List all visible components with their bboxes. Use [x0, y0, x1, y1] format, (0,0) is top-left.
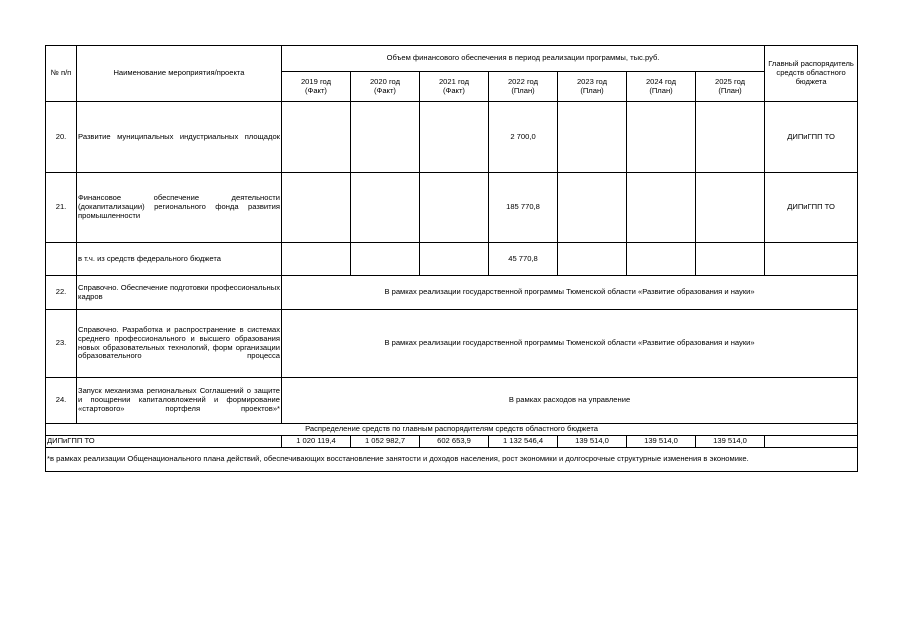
header-num: № п/п: [46, 46, 77, 102]
row-num: 23.: [46, 310, 77, 378]
row-name: Справочно. Обеспечение подготовки профессиональных кадров: [77, 276, 282, 310]
row-merged-note: В рамках реализации государственной программы Тюменской области «Развитие образования и науки»: [282, 310, 858, 378]
row-admin: ДИПиГПП ТО: [765, 173, 858, 243]
row-merged-note: В рамках реализации государственной программы Тюменской области «Развитие образования и науки»: [282, 276, 858, 310]
table-row: [46, 102, 858, 173]
row-value-2022: 45 770,8: [489, 243, 558, 276]
row-num: 22.: [46, 276, 77, 310]
table-row: [46, 243, 858, 276]
total-value-2024: 139 514,0: [627, 436, 696, 448]
table-row: [46, 276, 858, 310]
table-row: [46, 378, 858, 424]
row-value-2022: 2 700,0: [489, 102, 558, 173]
total-value-2021: 602 653,9: [420, 436, 489, 448]
header-volume: Объем финансового обеспечения в период реализации программы, тыс.руб.: [282, 46, 765, 72]
header-row-1: [46, 46, 858, 72]
footnote: *в рамках реализации Общенационального плана действий, обеспечивающих восстановление занятости и доходов населения, рост экономики и долгосрочные структурные изменения в экономике.: [46, 447, 858, 471]
distribution-label: Распределение средств по главным распорядителям средств областного бюджета: [46, 424, 858, 436]
header-year-2024: 2024 год (План): [627, 72, 696, 102]
row-merged-note: В рамках расходов на управление: [282, 378, 858, 424]
header-year-2019: 2019 год (Факт): [282, 72, 351, 102]
table-row: [46, 310, 858, 378]
row-name: Запуск механизма региональных Соглашений о защите и поощрении капиталовложений и формирование «стартового» портфеля проектов»*: [77, 378, 282, 424]
header-year-2020: 2020 год (Факт): [351, 72, 420, 102]
total-row: [46, 436, 858, 448]
table-row: [46, 173, 858, 243]
header-name: Наименование мероприятия/проекта: [77, 46, 282, 102]
header-year-2025: 2025 год (План): [696, 72, 765, 102]
row-name: Развитие муниципальных индустриальных площадок: [77, 102, 282, 173]
budget-table: [45, 45, 858, 472]
total-value-2020: 1 052 982,7: [351, 436, 420, 448]
row-value-2022: 185 770,8: [489, 173, 558, 243]
distribution-row: [46, 424, 858, 436]
row-num: 21.: [46, 173, 77, 243]
row-name: Финансовое обеспечение деятельности (докапитализации) регионального фонда развития промышленности: [77, 173, 282, 243]
footnote-row: [46, 447, 858, 471]
row-name: в т.ч. из средств федерального бюджета: [77, 243, 282, 276]
total-value-2019: 1 020 119,4: [282, 436, 351, 448]
header-year-2023: 2023 год (План): [558, 72, 627, 102]
header-admin: Главный распорядитель средств областного бюджета: [765, 46, 858, 102]
total-value-2023: 139 514,0: [558, 436, 627, 448]
row-num: 20.: [46, 102, 77, 173]
header-year-2021: 2021 год (Факт): [420, 72, 489, 102]
total-label: ДИПиГПП ТО: [46, 436, 282, 448]
total-value-2022: 1 132 546,4: [489, 436, 558, 448]
row-num: [46, 243, 77, 276]
row-admin: ДИПиГПП ТО: [765, 102, 858, 173]
row-num: 24.: [46, 378, 77, 424]
total-value-2025: 139 514,0: [696, 436, 765, 448]
row-admin: [765, 243, 858, 276]
header-year-2022: 2022 год (План): [489, 72, 558, 102]
row-name: Справочно. Разработка и распространение в системах среднего профессионального и высшего образования новых образовательных технологий, форм организации образовательного процесса: [77, 310, 282, 378]
